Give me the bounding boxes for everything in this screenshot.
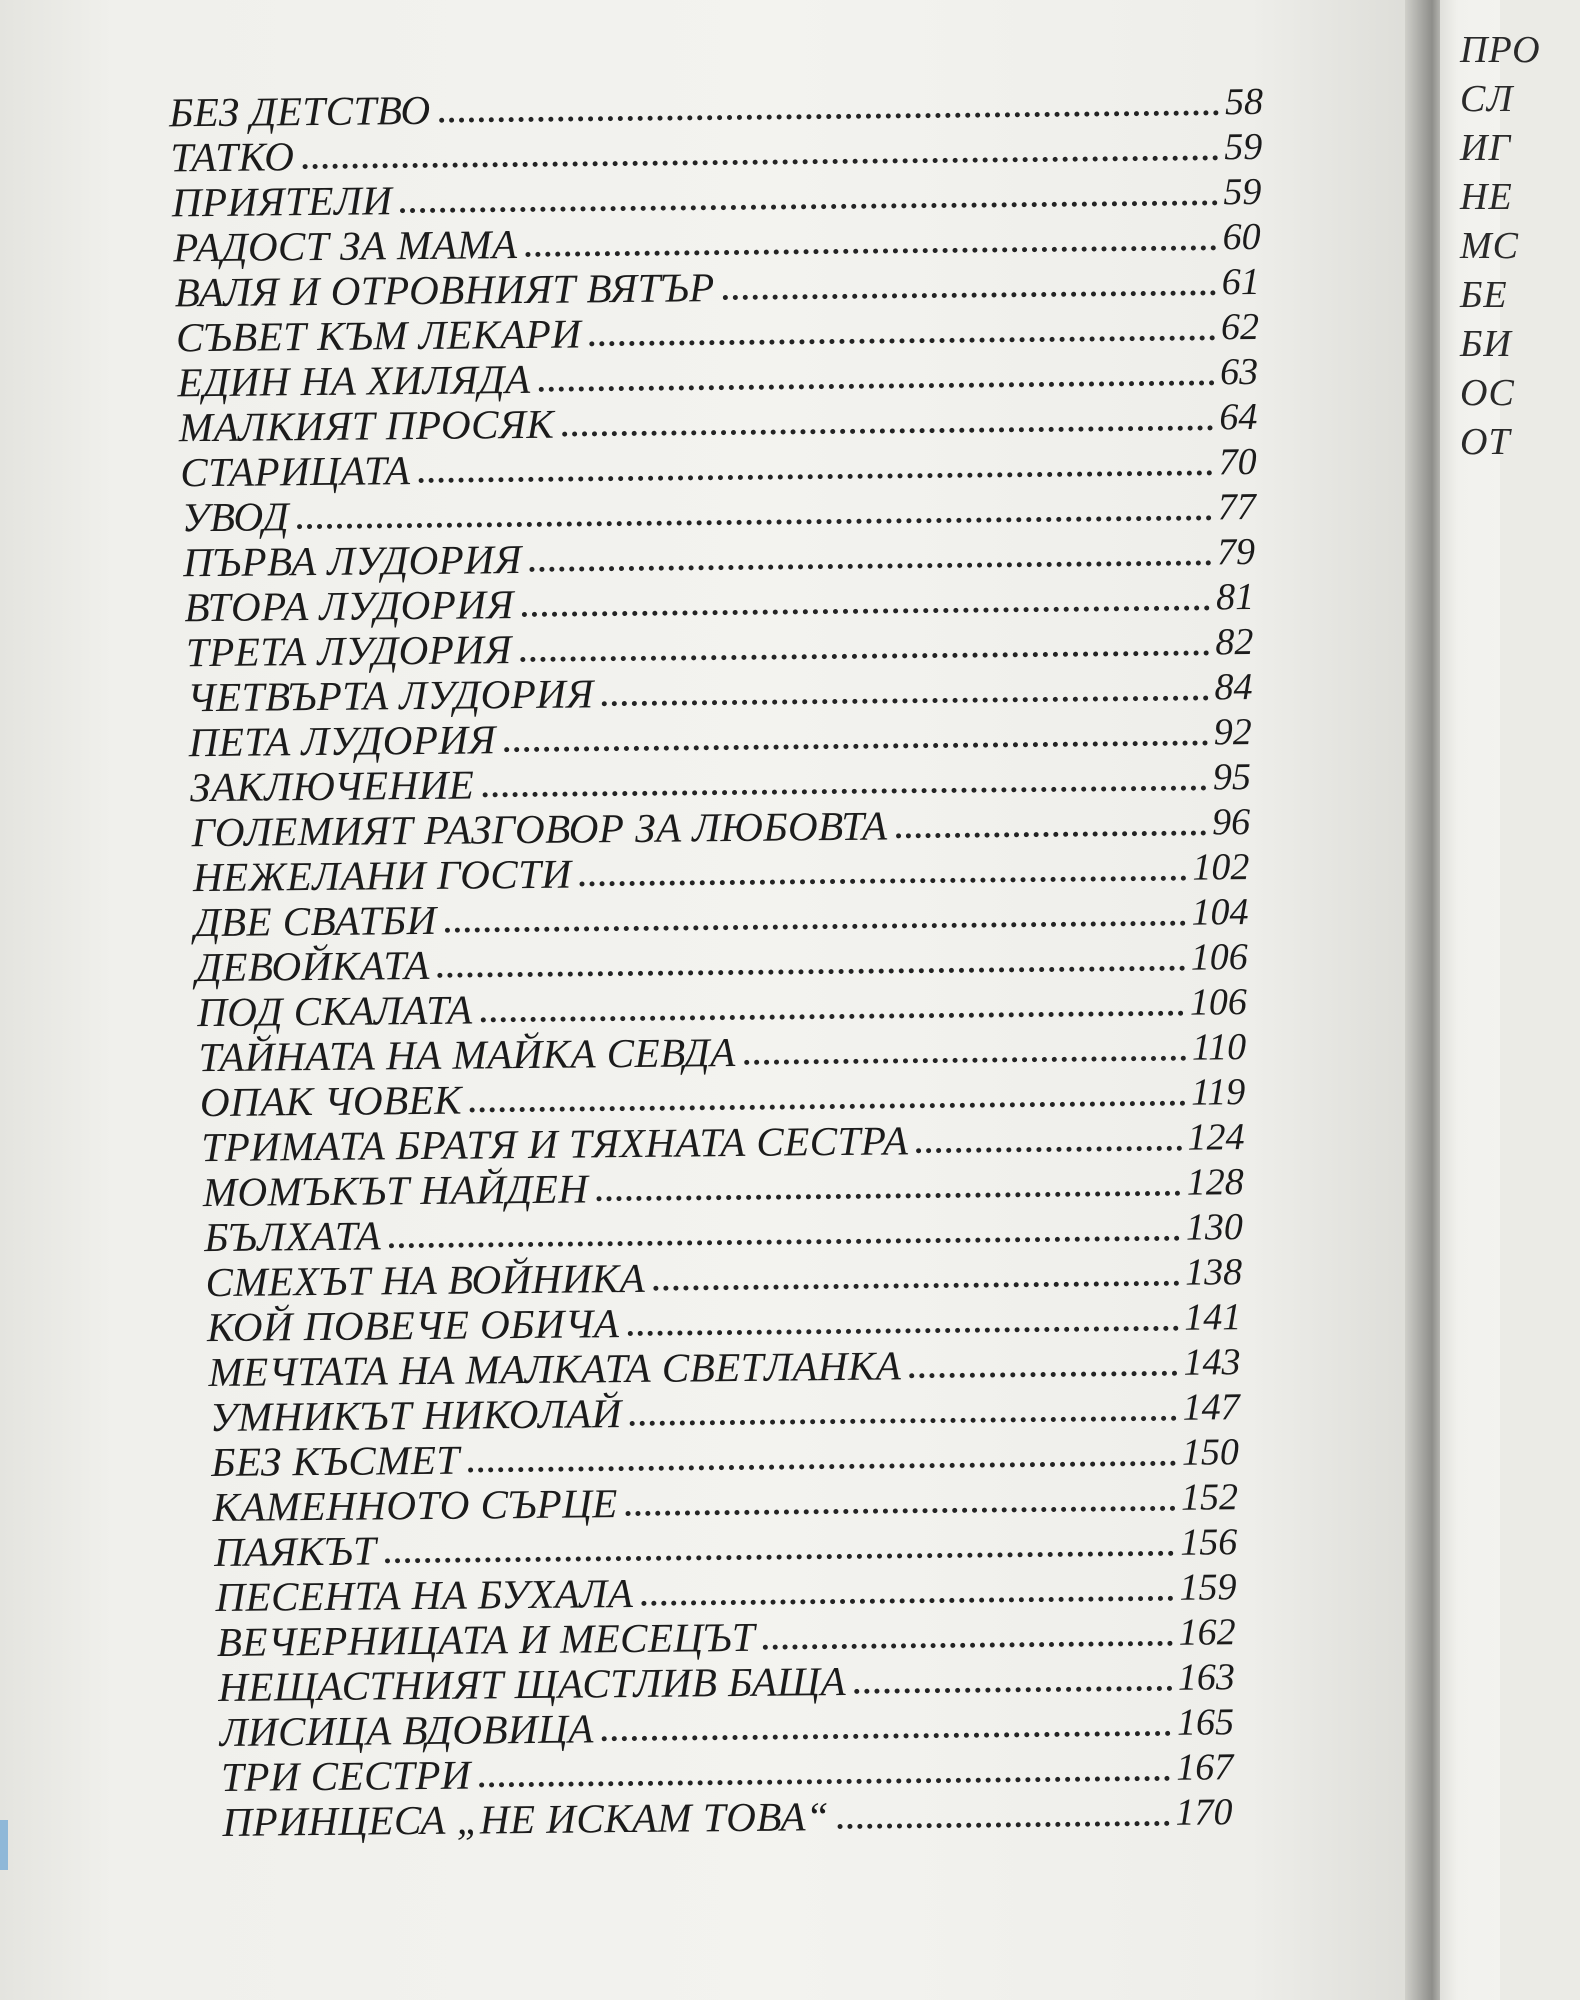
toc-entry-title: МОМЪКЪТ НАЙДЕН [202,1165,589,1216]
dot-leader [302,155,1218,169]
dot-leader [630,1416,1177,1426]
dot-leader [602,695,1209,706]
toc-entry-page-number: 167 [1176,1746,1234,1789]
toc-entry-page-number: 128 [1186,1161,1244,1204]
toc-entry-title: ТРИМАТА БРАТЯ И ТЯХНАТА СЕСТРА [201,1117,909,1171]
dot-leader [580,876,1187,887]
facing-page-text-fragment: НЕ [1460,176,1513,218]
toc-entry-title: ТРИ СЕСТРИ [220,1751,472,1800]
toc-entry-page-number: 59 [1223,170,1262,214]
toc-entry-page-number: 59 [1224,125,1263,169]
toc-entry-page-number: 156 [1180,1521,1238,1564]
dot-leader [520,650,1210,662]
toc-entry-title: МАЛКИЯТ ПРОСЯК [178,400,555,451]
toc-entry-title: ТАТКО [170,133,295,181]
dot-leader [837,1821,1169,1829]
toc-entry-page-number: 119 [1190,1071,1246,1114]
toc-entry-page-number: 63 [1219,350,1259,394]
facing-page-text-fragment: ПРО [1460,29,1541,71]
dot-leader [596,1191,1180,1202]
toc-entry [222,1790,1232,1844]
toc-entry-page-number: 84 [1214,666,1253,709]
toc-entry-page-number: 64 [1219,395,1258,439]
toc-entry-title: СТАРИЦАТА [180,447,411,496]
toc-entry-page-number: 165 [1176,1701,1235,1744]
dot-leader [562,425,1213,436]
dot-leader [744,1056,1186,1065]
toc-entry-title: ПРИНЦЕСА „НЕ ИСКАМ ТОВА“ [222,1793,830,1845]
dot-leader [916,1146,1181,1154]
toc-entry-page-number: 152 [1180,1476,1239,1519]
dot-leader [526,245,1217,257]
dot-leader [481,1011,1184,1023]
toc-entry-title: ЕДИН НА ХИЛЯДА [177,355,531,406]
toc-entry-title: ЗАКЛЮЧЕНИЕ [189,761,475,811]
dot-leader [384,1551,1174,1564]
toc-entry-title: ДЕВОЙКАТА [195,941,430,991]
toc-entry-page-number: 60 [1222,215,1261,259]
toc-entry-page-number: 106 [1190,936,1248,979]
toc-entry-page-number: 79 [1216,530,1256,574]
toc-entry-page-number: 95 [1212,756,1252,799]
toc-entry-title: НЕЩАСТНИЯТ ЩАСТЛИВ БАЩА [218,1657,847,1710]
dot-leader [653,1281,1179,1291]
dot-leader [723,290,1216,300]
toc-entry-page-number: 162 [1178,1611,1236,1654]
dot-leader [468,1461,1176,1473]
dot-leader [439,110,1219,122]
toc-entry-title: БЪЛХАТА [203,1212,382,1261]
toc-entry-page-number: 110 [1191,1026,1247,1069]
toc-entry-page-number: 77 [1217,485,1256,529]
toc-entry-title: РАДОСТ ЗА МАМА [173,221,518,271]
background-object [0,1820,8,1870]
toc-entry-title: ЛИСИЦА ВДОВИЦА [219,1705,594,1755]
facing-page-text-fragment: БЕ [1460,274,1508,316]
toc-entry-page-number: 150 [1181,1431,1240,1474]
dot-leader [539,380,1215,391]
dot-leader [896,830,1207,838]
toc-entry-title: ГОЛЕМИЯТ РАЗГОВОР ЗА ЛЮБОВТА [191,802,888,856]
toc-entry-title: СМЕХЪТ НА ВОЙНИКА [205,1254,646,1306]
toc-entry-page-number: 124 [1187,1116,1245,1159]
toc-entry-page-number: 143 [1183,1341,1241,1384]
toc-entry-title: ПЪРВА ЛУДОРИЯ [182,536,523,586]
toc-entry-page-number: 62 [1220,305,1260,349]
facing-page-text-fragment: БИ [1460,323,1512,365]
toc-entry-title: БЕЗ КЪСМЕТ [211,1436,460,1486]
dot-leader [641,1596,1173,1606]
dot-leader [470,1101,1185,1113]
dot-leader [504,740,1208,752]
toc-entry-page-number: 141 [1184,1296,1242,1339]
dot-leader [909,1371,1177,1379]
dot-leader [589,335,1215,346]
toc-entry-page-number: 170 [1175,1791,1233,1834]
dot-leader [627,1326,1178,1336]
toc-entry-title: ПРИЯТЕЛИ [171,177,393,226]
toc-entry-page-number: 147 [1182,1386,1240,1429]
dot-leader [602,1731,1171,1741]
toc-entry-page-number: 92 [1213,711,1252,754]
facing-page-text-fragment: ОС [1460,372,1515,414]
toc-entry-title: КАМЕННОТО СЪРЦЕ [212,1480,619,1531]
dot-leader [482,785,1207,797]
toc-entry-title: ПЕТА ЛУДОРИЯ [188,716,497,766]
toc-entry-page-number: 70 [1218,440,1257,484]
toc-entry-title: ВТОРА ЛУДОРИЯ [184,581,515,631]
toc-entry-page-number: 159 [1179,1566,1237,1609]
dot-leader [389,1236,1180,1249]
dot-leader [854,1686,1172,1694]
toc-entry-title: УВОД [181,493,290,541]
toc-entry-title: СЪВЕТ КЪМ ЛЕКАРИ [175,310,582,361]
facing-page-edge [1440,0,1541,2000]
toc-entry-title: ПЕСЕНТА НА БУХАЛА [215,1569,634,1621]
toc-entry-page-number: 163 [1177,1656,1236,1699]
dot-leader [530,560,1211,572]
toc-entry-title: ПОД СКАЛАТА [196,986,473,1036]
dot-leader [419,470,1213,483]
toc-entry-page-number: 61 [1221,260,1261,304]
toc-entry-title: ПАЯКЪТ [213,1527,377,1576]
facing-page-text-fragment: ИГ [1460,127,1512,169]
toc-entry-title: УМНИКЪТ НИКОЛАЙ [209,1390,623,1441]
dot-leader [445,921,1186,933]
toc-entry-title: КОЙ ПОВЕЧЕ ОБИЧА [206,1300,620,1351]
toc-entry-page-number: 81 [1215,575,1255,619]
dot-leader [763,1641,1173,1650]
toc-entry-title: ДВЕ СВАТБИ [194,896,437,946]
facing-page-text-fragment: МС [1460,225,1519,267]
toc-entry-page-number: 130 [1185,1206,1244,1249]
toc-entry-page-number: 102 [1192,846,1250,889]
toc-entry-page-number: 104 [1191,891,1249,934]
facing-page-text-fragment: СЛ [1460,78,1514,120]
toc-entry-page-number: 106 [1189,981,1248,1024]
toc-entry-title: БЕЗ ДЕТСТВО [168,86,431,136]
toc-entry-page-number: 82 [1215,620,1254,664]
toc-entry-title: НЕЖЕЛАНИ ГОСТИ [192,850,572,901]
dot-leader [400,200,1217,213]
toc-entry-title: ВЕЧЕРНИЦАТА И МЕСЕЦЪТ [216,1613,756,1665]
toc-entry-title: ЧЕТВЪРТА ЛУДОРИЯ [187,670,595,721]
dot-leader [438,966,1185,978]
toc-entry-title: ТАЙНАТА НА МАЙКА СЕВДА [198,1028,736,1081]
facing-page-text-fragment: ОТ [1460,421,1511,463]
toc-entry-page-number: 138 [1184,1251,1243,1294]
toc-entry-title: ОПАК ЧОВЕК [199,1076,463,1126]
dot-leader [626,1506,1175,1516]
dot-leader [479,1776,1170,1788]
toc-entry-page-number: 96 [1211,801,1251,844]
toc-entry-page-number: 58 [1224,80,1264,124]
toc-entry-title: ТРЕТА ЛУДОРИЯ [185,626,513,676]
toc-entry-title: МЕЧТАТА НА МАЛКАТА СВЕТЛАНКА [208,1342,902,1396]
dot-leader [297,515,1212,529]
toc-entry-title: ВАЛЯ И ОТРОВНИЯТ ВЯТЪР [174,264,715,316]
dot-leader [522,605,1210,617]
